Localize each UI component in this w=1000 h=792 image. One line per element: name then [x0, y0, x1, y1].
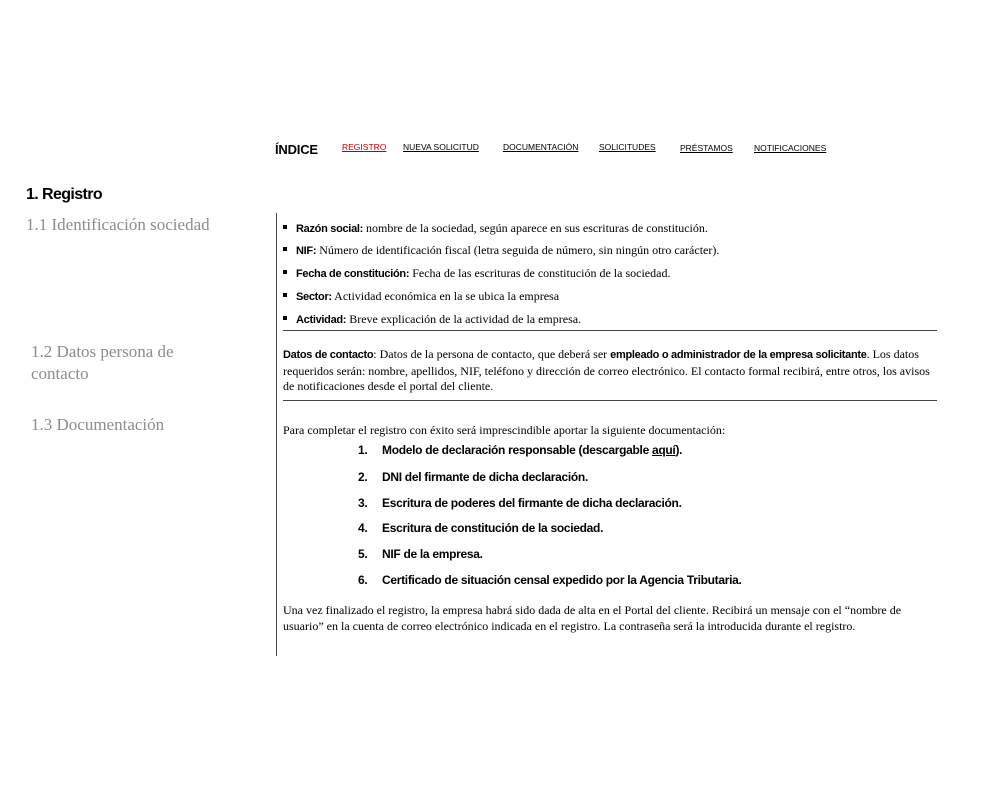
doc-item-number: 5.: [358, 547, 368, 561]
download-link[interactable]: aquí: [652, 443, 676, 457]
field-label: Actividad:: [296, 314, 347, 326]
vertical-divider: [276, 213, 277, 656]
doc-item-number: 1.: [358, 443, 368, 457]
doc-item-text: Certificado de situación censal expedido por la Agencia Tributaria.: [382, 573, 742, 587]
bullet-icon: [283, 316, 287, 320]
doc-item-5: [358, 547, 483, 561]
field-description: nombre de la sociedad, según aparece en sus escrituras de constitución.: [363, 221, 708, 235]
section-heading-contacto-line2: contacto: [31, 364, 89, 383]
doc-item-4: [358, 521, 603, 535]
horizontal-divider-1: [283, 330, 937, 331]
contact-label: Datos de contacto: [283, 349, 374, 361]
nav-link-notificaciones[interactable]: NOTIFICACIONES: [754, 143, 827, 153]
closing-paragraph: Una vez finalizado el registro, la empresa habrá sido dada de alta en el Portal del cliente. Recibirá un mensaje con el “nombre de usuario” en la cuenta de correo electrónico indicada en el registro. La contraseña será la introducida durante el registro.: [283, 603, 902, 633]
doc-item-text: DNI del firmante de dicha declaración.: [382, 470, 588, 484]
doc-item-text-after: ).: [675, 443, 683, 457]
nav-link-registro[interactable]: REGISTRO: [342, 142, 387, 152]
doc-item-number: 4.: [358, 521, 368, 535]
horizontal-divider-2: [283, 400, 937, 401]
doc-item-text: Modelo de declaración responsable (descargable: [382, 443, 652, 457]
doc-item-text: Escritura de poderes del firmante de dicha declaración.: [382, 496, 682, 510]
contact-paragraph: [283, 347, 939, 395]
field-label: Razón social:: [296, 223, 364, 235]
field-description: Actividad económica en la se ubica la empresa: [331, 289, 560, 303]
index-label: ÍNDICE: [275, 142, 318, 157]
nav-link-solicitudes[interactable]: SOLICITUDES: [599, 142, 656, 152]
field-actividad: [283, 312, 581, 327]
doc-item-1: [358, 443, 682, 457]
contact-text-1: : Datos de la persona de contacto, que deberá ser: [373, 347, 611, 361]
bullet-icon: [283, 247, 287, 251]
section-heading-documentacion: 1.3 Documentación: [31, 415, 165, 434]
doc-item-6: [358, 573, 742, 587]
field-description: Fecha de las escrituras de constitución de la sociedad.: [409, 266, 671, 280]
field-razon-social: [283, 221, 708, 236]
field-label: Sector:: [296, 291, 332, 303]
bullet-icon: [283, 225, 287, 229]
nav-link-documentacion[interactable]: DOCUMENTACIÓN: [503, 142, 579, 152]
doc-item-3: [358, 496, 682, 510]
doc-item-2: [358, 470, 588, 484]
doc-item-text: Escritura de constitución de la sociedad.: [382, 521, 604, 535]
nav-link-prestamos[interactable]: PRÉSTAMOS: [680, 143, 733, 153]
section-heading-contacto: [31, 341, 174, 385]
doc-item-number: 3.: [358, 496, 368, 510]
field-fecha-constitucion: [283, 266, 670, 281]
nav-link-nueva-solicitud[interactable]: NUEVA SOLICITUD: [403, 142, 479, 152]
bullet-icon: [283, 270, 287, 274]
field-description: Breve explicación de la actividad de la empresa.: [346, 312, 582, 326]
field-description: Número de identificación fiscal (letra seguida de número, sin ningún otro carácter).: [316, 243, 720, 257]
field-sector: [283, 289, 559, 304]
section-heading-identificacion: 1.1 Identificación sociedad: [26, 215, 210, 234]
field-label: NIF:: [296, 245, 317, 257]
doc-item-number: 6.: [358, 573, 368, 587]
field-label: Fecha de constitución:: [296, 268, 410, 280]
doc-item-number: 2.: [358, 470, 368, 484]
bullet-icon: [283, 293, 287, 297]
contact-bold: empleado o administrador de la empresa solicitante: [610, 349, 867, 361]
page-title: 1. Registro: [26, 186, 103, 203]
section-heading-contacto-line1: 1.2 Datos persona de: [31, 342, 174, 361]
field-nif: [283, 243, 719, 258]
documentation-intro: Para completar el registro con éxito será imprescindible aportar la siguiente documentación:: [283, 423, 726, 437]
doc-item-text: NIF de la empresa.: [382, 547, 483, 561]
contact-text-2: . Los datos requeridos serán: nombre, apellidos, NIF, teléfono y dirección de correo electrónico. El contacto formal recibirá, entre otros, los avisos de notificaciones desde el portal del cliente.: [283, 347, 930, 393]
